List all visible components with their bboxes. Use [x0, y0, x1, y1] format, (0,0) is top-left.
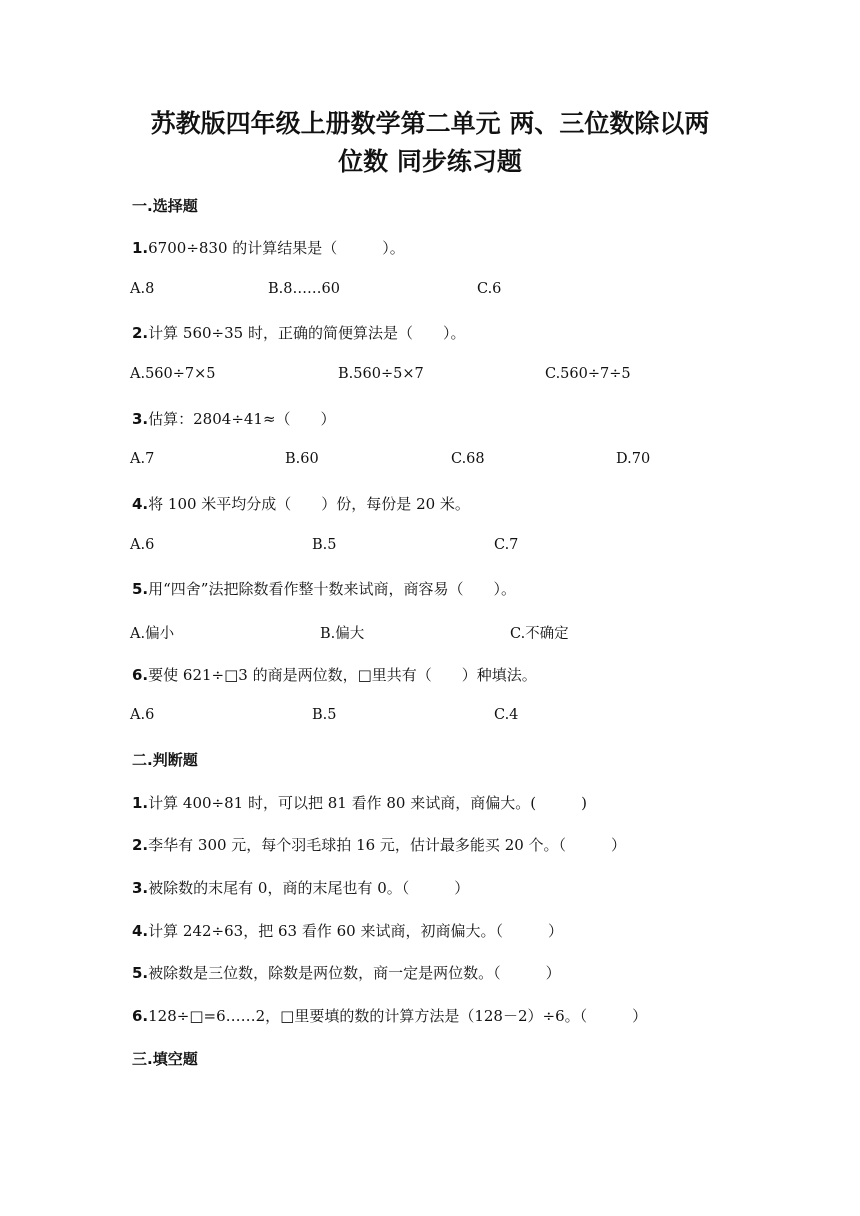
question-text: 计算 400÷81 时，可以把 81 看作 80 来试商，商偏大。( ) — [148, 794, 587, 812]
question-text: 将 100 米平均分成（ ）份，每份是 20 米。 — [148, 495, 470, 513]
question-text: 被除数是三位数，除数是两位数，商一定是两位数。（ ） — [148, 964, 561, 982]
question-number: 5. — [132, 580, 149, 598]
question-number: 4. — [132, 922, 149, 940]
page-title-line-1: 苏教版四年级上册数学第二单元 两、三位数除以两 — [150, 109, 710, 138]
section-heading-judge: 二.判断题 — [132, 751, 198, 769]
option-a: A.7 — [130, 451, 155, 467]
option-a: A.6 — [130, 707, 155, 723]
option-b: B.560÷5×7 — [338, 366, 424, 382]
page-title-line-2: 位数 同步练习题 — [338, 147, 522, 176]
question-judge-3 — [132, 877, 469, 898]
question-choice-3 — [132, 408, 336, 429]
question-number: 2. — [132, 324, 149, 342]
section-heading-fill: 三.填空题 — [132, 1050, 198, 1068]
question-number: 1. — [132, 239, 149, 257]
question-number: 3. — [132, 879, 149, 897]
question-number: 2. — [132, 836, 149, 854]
option-a: A.6 — [130, 537, 155, 553]
option-d: D.70 — [616, 451, 651, 467]
question-text: 6700÷830 的计算结果是（ ）。 — [148, 239, 405, 257]
question-text: 计算 242÷63，把 63 看作 60 来试商，初商偏大。（ ） — [148, 922, 563, 940]
question-judge-6 — [132, 1005, 647, 1026]
option-b: B.5 — [312, 707, 337, 723]
question-text: 128÷□=6……2，□里要填的数的计算方法是（128－2）÷6。（ ） — [148, 1007, 648, 1025]
question-number: 5. — [132, 964, 149, 982]
question-text: 计算 560÷35 时，正确的简便算法是（ ）。 — [148, 324, 466, 342]
question-choice-5 — [132, 578, 516, 599]
question-text: 李华有 300 元，每个羽毛球拍 16 元，估计最多能买 20 个。（ ） — [148, 836, 627, 854]
question-choice-2 — [132, 322, 465, 343]
question-text: 被除数的末尾有 0，商的末尾也有 0。（ ） — [148, 879, 470, 897]
question-choice-1 — [132, 237, 405, 258]
question-judge-4 — [132, 920, 563, 941]
option-c: C.6 — [477, 281, 502, 297]
question-text: 估算：2804÷41≈（ ） — [148, 410, 336, 428]
option-b: B.60 — [285, 451, 319, 467]
option-a: A.560÷7×5 — [130, 366, 216, 382]
question-choice-4 — [132, 493, 470, 514]
option-b: B.5 — [312, 537, 337, 553]
question-number: 6. — [132, 666, 149, 684]
question-text: 用“四舍”法把除数看作整十数来试商，商容易（ ）。 — [148, 580, 516, 598]
question-number: 3. — [132, 410, 149, 428]
question-judge-1 — [132, 792, 587, 813]
option-b: B.8……60 — [268, 281, 340, 297]
question-choice-6 — [132, 664, 537, 685]
question-number: 4. — [132, 495, 149, 513]
question-number: 6. — [132, 1007, 149, 1025]
question-text: 要使 621÷□3 的商是两位数，□里共有（ ）种填法。 — [148, 666, 537, 684]
option-c: C.7 — [494, 537, 519, 553]
option-c: C.不确定 — [510, 626, 569, 642]
option-a: A.8 — [130, 281, 155, 297]
option-c: C.68 — [451, 451, 485, 467]
question-judge-2 — [132, 834, 626, 855]
question-judge-5 — [132, 962, 561, 983]
question-number: 1. — [132, 794, 149, 812]
option-a: A.偏小 — [130, 626, 175, 642]
option-c: C.4 — [494, 707, 519, 723]
option-c: C.560÷7÷5 — [545, 366, 631, 382]
section-heading-choice: 一.选择题 — [132, 197, 198, 215]
option-b: B.偏大 — [320, 626, 365, 642]
